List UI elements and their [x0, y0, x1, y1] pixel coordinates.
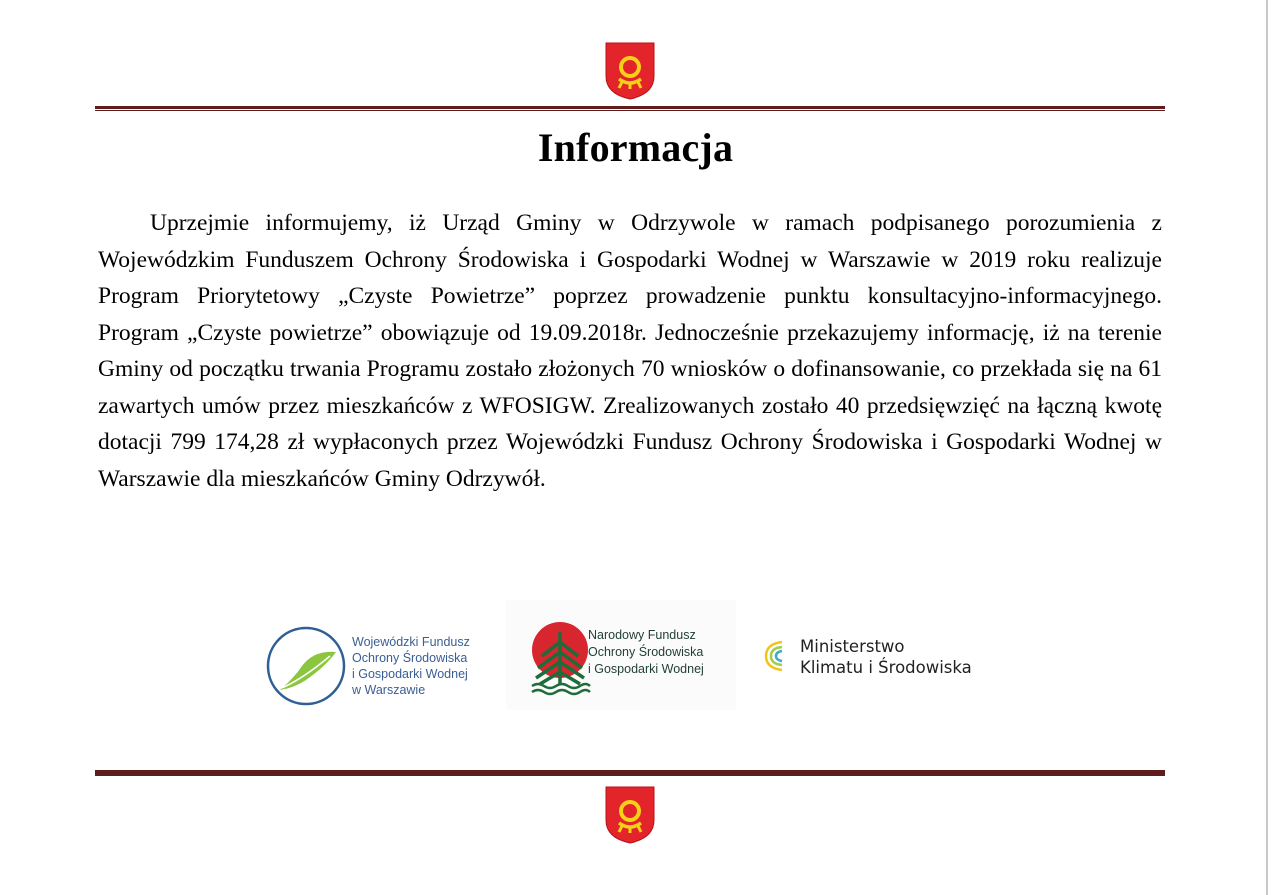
nfosigw-logo [506, 600, 736, 710]
header-rule [95, 98, 1165, 103]
nfosigw-line-3: i Gospodarki Wodnej [588, 662, 704, 676]
wfosigw-leaf-icon [264, 624, 348, 708]
wfosigw-name [352, 634, 470, 698]
footer-rule [95, 763, 1165, 769]
nfosigw-line-2: Ochrony Środowiska [588, 645, 704, 659]
wfosigw-line-3: i Gospodarki Wodnej [352, 667, 468, 681]
wfosigw-line-4: w Warszawie [352, 683, 426, 697]
coat-of-arms-top [605, 42, 655, 100]
ministry-emblem-icon [760, 638, 790, 674]
footer-rule-line [95, 770, 1165, 776]
document-body: Uprzejmie informujemy, iż Urząd Gminy w Odrzywole w ramach podpisanego porozumienia z Wojewódzkim Funduszem Ochrony Środowiska i Gospodarki Wodnej w Warszawie w 2019 roku realizuje Program Priorytetowy „Czyste Powietrze” poprzez prowadzenie punktu konsultacyjno-informacyjnego. Program „Czyste powietrze” obowiązuje od 19.09.2018r. Jednocześnie przekazujemy informację, iż na terenie Gminy od początku trwania Programu zostało złożonych 70 wniosków o dofinansowanie, co przekłada się na 61 zawartych umów przez mieszkańców z WFOSIGW. Zrealizowanych zostało 40 przedsięwzięć na łączną kwotę dotacji 799 174,28 zł wypłaconych przez Wojewódzki Fundusz Ochrony Środowiska i Gospodarki Wodnej w Warszawie dla mieszkańców Gminy Odrzywół. [98, 210, 1162, 492]
nfosigw-name [588, 627, 704, 678]
ministry-logo [760, 632, 990, 680]
nfosigw-line-1: Narodowy Fundusz [588, 628, 696, 642]
coat-of-arms-bottom [605, 786, 655, 844]
wfosigw-logo [264, 624, 494, 708]
document-title: Informacja [537, 125, 734, 170]
wfosigw-line-1: Wojewódzki Fundusz [352, 635, 470, 649]
header-rule-lines [95, 106, 1165, 111]
ministry-line-2: Klimatu i Środowiska [800, 658, 972, 677]
wfosigw-line-2: Ochrony Środowiska [352, 651, 468, 665]
ministry-line-1: Ministerstwo [800, 637, 905, 656]
ministry-name [800, 636, 972, 678]
